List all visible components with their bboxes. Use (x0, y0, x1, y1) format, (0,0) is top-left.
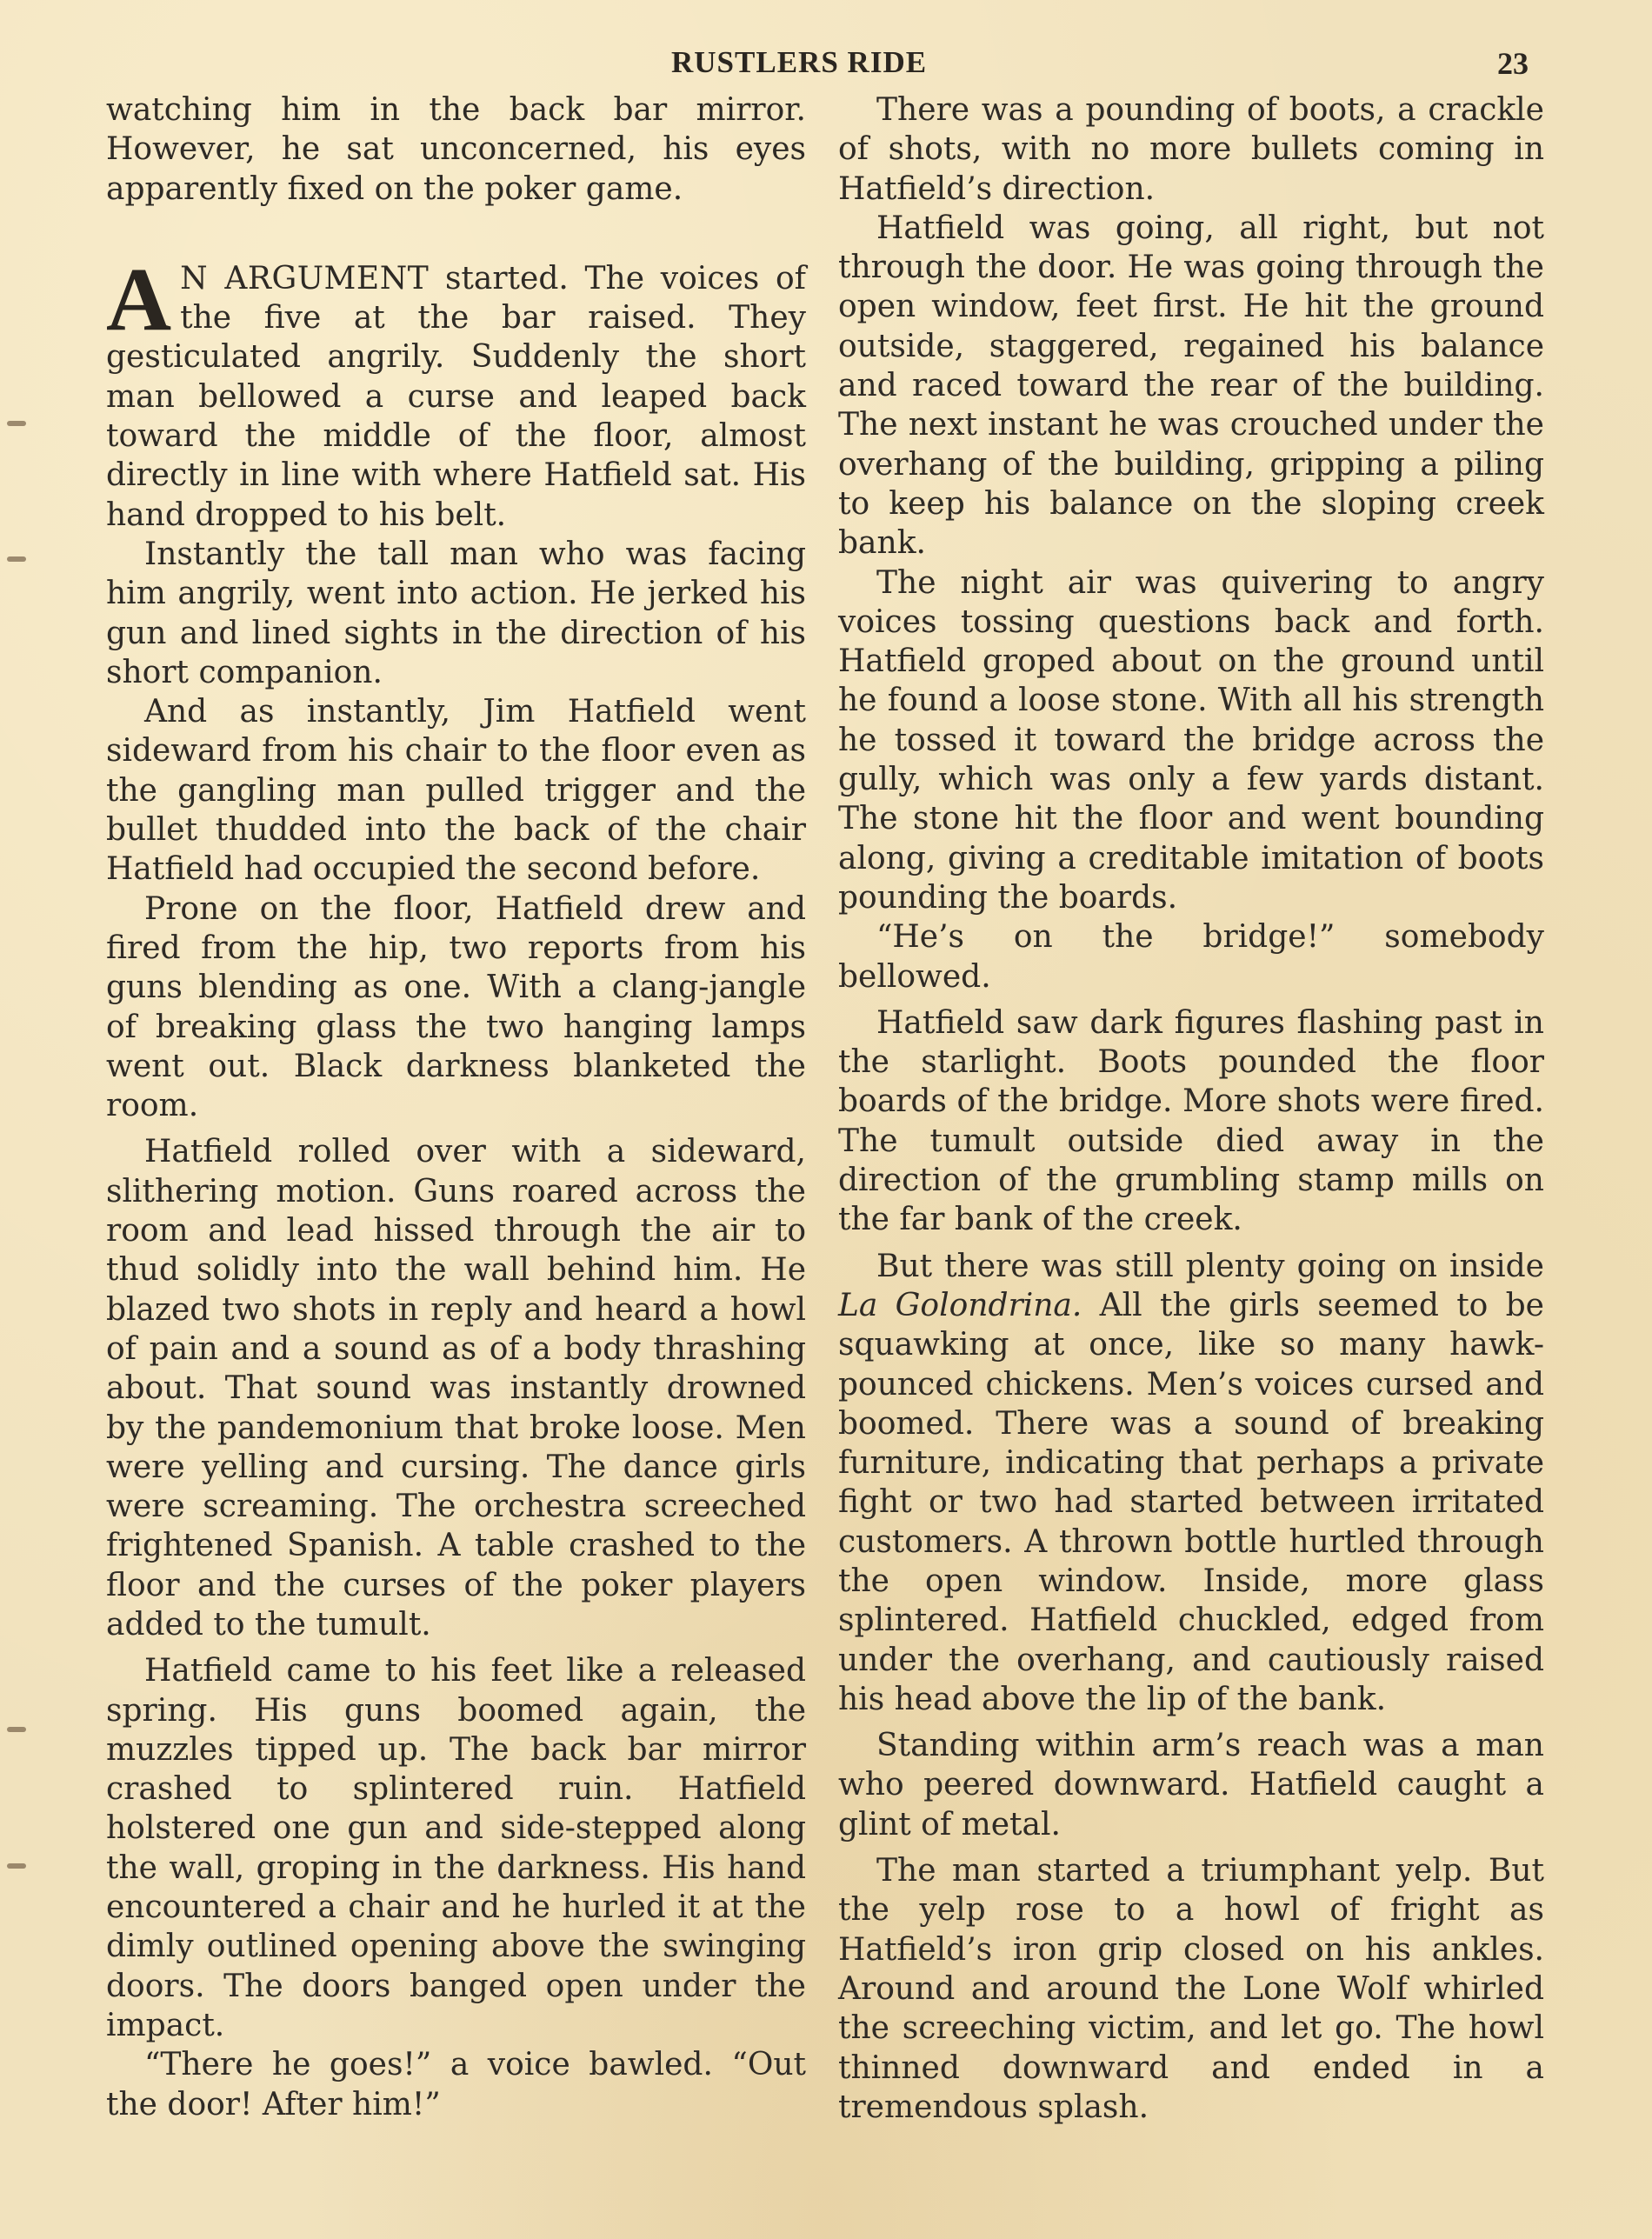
binding-hole-mark (7, 421, 26, 426)
paragraph: Instantly the tall man who was facing him angrily, went into action. He jerked his gun and lined sights in the direction of his short companion. (106, 536, 806, 690)
paragraph-text: started. The voices of the five at the bar raised. They gesticulated angrily. Suddenly the short man bellowed a curse and leaped back toward the middle of the floor, almost directly in line with where Hatfield sat. His hand dropped to his belt. (106, 260, 806, 533)
paragraph: The night air was quivering to angry voices tossing questions back and forth. Hatfield groped about on the ground until he found a loose stone. With all his strength he tossed it toward the bridge across the gully, which was only a few yards distant. The stone hit the floor and went bounding along, giving a creditable imitation of boots pounding the boards. (838, 564, 1544, 916)
paragraph: “There he goes!” a voice bawled. “Out the door! After him!” (106, 2047, 806, 2122)
left-column (106, 90, 806, 2124)
paragraph: Prone on the floor, Hatfield drew and fired from the hip, two reports from his guns blending as one. With a clang-jangle of breaking glass the two hanging lamps went out. Black darkness blanketed the room. (106, 890, 806, 1124)
binding-hole-mark (7, 1727, 26, 1732)
binding-hole-mark (7, 556, 26, 562)
italic-place-name: La Golondrina. (838, 1287, 1082, 1323)
lead-in-text: N ARGUMENT (180, 260, 430, 297)
paragraph: Standing within arm’s reach was a man who peered downward. Hatfield caught a glint of metal. (838, 1728, 1544, 1843)
paragraph: Hatfield came to his feet like a released spring. His guns boomed again, the muzzles tipped up. The back bar mirror crashed to splintered ruin. Hatfield holstered one gun and side-stepped along the wall, groping in the darkness. His hand encountered a chair and he hurled it at the dimly outlined opening above the swinging doors. The doors banged open under the impact. (106, 1653, 806, 2043)
paragraph: Hatfield saw dark figures flashing past in the starlight. Boots pounded the floor boards of the bridge. More shots were fired. The tumult outside died away in the direction of the grumbling stamp mills on the far bank of the creek. (838, 1004, 1544, 1238)
paragraph: There was a pounding of boots, a crackle of shots, with no more bullets coming in Hatfield’s direction. (838, 92, 1544, 207)
paragraph: Hatfield rolled over with a sideward, slithering motion. Guns roared across the room and lead hissed through the air to thud solidly into the wall behind him. He blazed two shots in reply and heard a howl of pain and a sound as of a body thrashing about. That sound was instantly drowned by the pandemonium that broke loose. Men were yelling and cursing. The dance girls were screaming. The orchestra screeched frightened Spanish. A table crashed to the floor and the curses of the poker players added to the tumult. (106, 1134, 806, 1643)
right-column (838, 90, 1544, 2127)
paragraph-text: But there was still plenty going on inside (876, 1248, 1544, 1284)
paragraph-dropcap (106, 249, 806, 535)
binding-hole-mark (7, 1863, 26, 1869)
paragraph: Hatfield was going, all right, but not through the door. He was going through the open window, feet first. He hit the ground outside, staggered, regained his balance and raced toward the rear of the building. The next instant he was crouched under the overhang of the building, gripping a piling to keep his balance on the sloping creek bank. (838, 210, 1544, 562)
paragraph: And as instantly, Jim Hatfield went sideward from his chair to the floor even as the gangling man pulled trigger and the bullet thudded into the back of the chair Hatfield had occupied the second before. (106, 694, 806, 888)
paragraph: “He’s on the bridge!” somebody bellowed. (838, 919, 1544, 995)
page-number: 23 (1497, 46, 1529, 81)
running-head-title: RUSTLERS RIDE (671, 45, 928, 79)
paragraph: watching him in the back bar mirror. However, he sat unconcerned, his eyes apparently fixed on the poker game. (106, 92, 806, 207)
paragraph (838, 1247, 1544, 1720)
paragraph-text: All the girls seemed to be squawking at once, like so many hawk-pounced chickens. Men’s voices cursed and boomed. There was a sound of breaking furniture, indicating that perhaps a private fight or two had started between irritated customers. A thrown bottle hurtled through the open window. Inside, more glass splintered. Hatfield chuckled, edged from under the overhang, and cautiously raised his head above the lip of the bank. (838, 1287, 1544, 1717)
drop-cap: A (106, 249, 172, 350)
paragraph: The man started a triumphant yelp. But the yelp rose to a howl of fright as Hatfield’s iron grip closed on his ankles. Around and around the Lone Wolf whirled the screeching victim, and let go. The howl thinned downward and ended in a tremendous splash. (838, 1853, 1544, 2125)
